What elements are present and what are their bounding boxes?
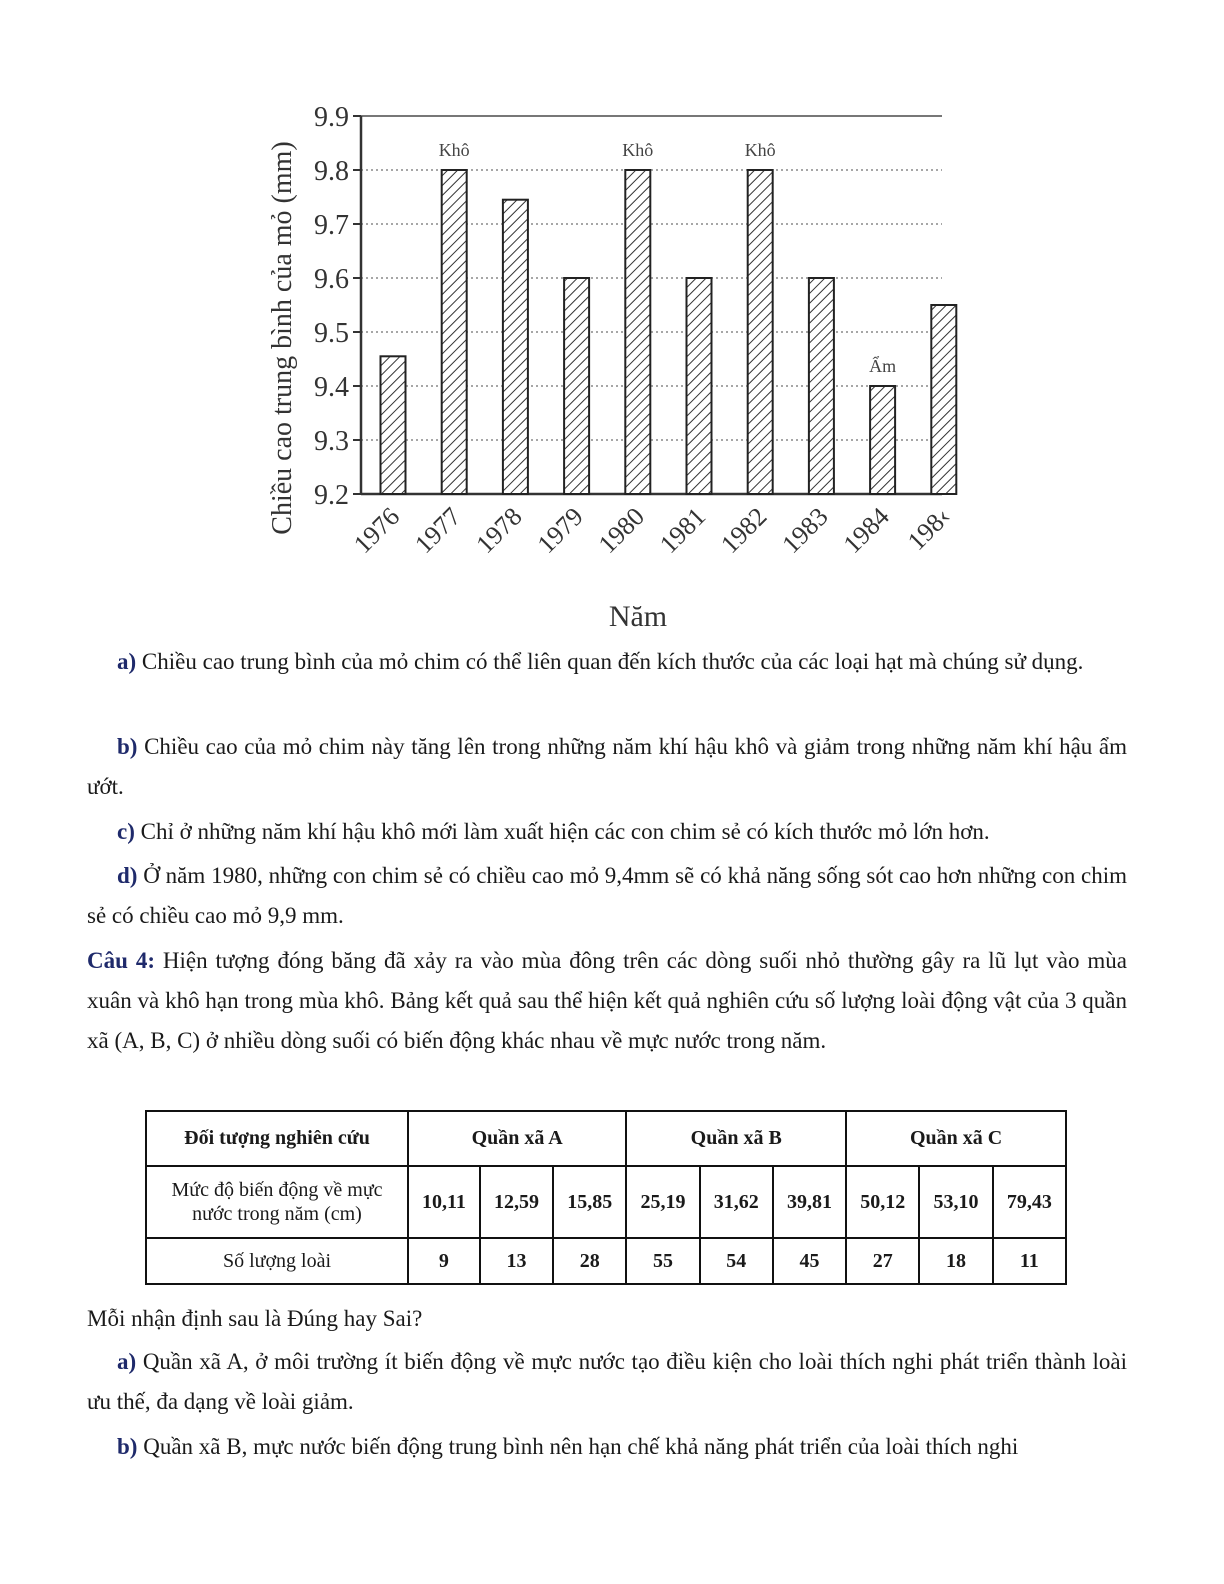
- bar-annotation: Khô: [744, 140, 776, 160]
- table-cell: 27: [846, 1238, 919, 1284]
- bar-1982: [748, 170, 773, 494]
- q3-statement-d: d) Ở năm 1980, những con chim sẻ có chiều cao mỏ 9,4mm sẽ có khả năng sống sót cao hơn những con chim sẻ có chiều cao mỏ 9,9 mm.: [87, 863, 1128, 928]
- y-tick-label: 9.6: [314, 264, 349, 295]
- table-row-label-water-level: Mức độ biến động về mực nước trong năm (cm): [146, 1166, 408, 1238]
- table-cell: 39,81: [773, 1166, 846, 1238]
- y-tick-label: 9.4: [314, 372, 349, 403]
- table-cell: 79,43: [993, 1166, 1066, 1238]
- q3-statement-a: a) Chiều cao trung bình của mỏ chim có thể liên quan đến kích thước của các loại hạt mà chúng sử dụng.: [117, 649, 1084, 674]
- x-tick-label: 1984: [837, 501, 895, 560]
- bar-1976: [381, 356, 406, 494]
- table-cell: 50,12: [846, 1166, 919, 1238]
- x-tick-label: 1982: [715, 501, 773, 560]
- table-cell: 13: [480, 1238, 553, 1284]
- bar-1984: [870, 386, 895, 494]
- y-tick-label: 9.7: [314, 210, 349, 241]
- question-prompt: Mỗi nhận định sau là Đúng hay Sai?: [87, 1306, 423, 1331]
- table-cell: 45: [773, 1238, 846, 1284]
- bar-annotation: Khô: [438, 140, 470, 160]
- q4-statement-a: a) Quần xã A, ở môi trường ít biến động về mực nước tạo điều kiện cho loài thích nghi phát triển thành loài ưu thế, đa dạng về loài giảm.: [87, 1349, 1128, 1414]
- table-cell: 15,85: [553, 1166, 626, 1238]
- bar-1981: [687, 278, 712, 494]
- y-tick-label: 9.3: [314, 426, 349, 457]
- x-tick-label: 1977: [409, 501, 467, 560]
- table-header-subject: Đối tượng nghiên cứu: [146, 1111, 408, 1166]
- x-tick-label: 198‹: [901, 501, 957, 556]
- bar-1985: [931, 305, 956, 494]
- bar-annotation: Khô: [622, 140, 654, 160]
- bar-annotation: Ẩm: [869, 356, 897, 376]
- table-cell: 53,10: [919, 1166, 992, 1238]
- bar-1979: [564, 278, 589, 494]
- x-tick-label: 1976: [347, 501, 406, 560]
- q4-statement-b: b) Quần xã B, mực nước biến động trung bình nên hạn chế khả năng phát triển của loài thích nghi: [117, 1434, 1019, 1459]
- x-tick-label: 1983: [776, 501, 834, 560]
- table-header-community-c: Quần xã C: [846, 1111, 1066, 1166]
- table-cell: 25,19: [626, 1166, 699, 1238]
- table-cell: 11: [993, 1238, 1066, 1284]
- q3-statement-c: c) Chỉ ở những năm khí hậu khô mới làm xuất hiện các con chim sẻ có kích thước mỏ lớn hơn.: [117, 819, 990, 844]
- beak-height-bar-chart: [250, 90, 970, 650]
- y-tick-label: 9.9: [314, 102, 349, 133]
- table-cell: 54: [700, 1238, 773, 1284]
- species-table: [145, 1110, 1067, 1285]
- table-cell: 28: [553, 1238, 626, 1284]
- x-tick-label: 1981: [653, 501, 712, 560]
- bar-1978: [503, 200, 528, 494]
- y-tick-label: 9.8: [314, 156, 349, 187]
- table-cell: 31,62: [700, 1166, 773, 1238]
- table-header-community-a: Quần xã A: [408, 1111, 626, 1166]
- x-tick-label: 1978: [470, 501, 528, 560]
- table-cell: 12,59: [480, 1166, 553, 1238]
- bar-1980: [625, 170, 650, 494]
- table-row-label-species-count: Số lượng loài: [146, 1238, 408, 1284]
- y-tick-label: 9.5: [314, 318, 349, 349]
- table-cell: 10,11: [408, 1166, 480, 1238]
- x-tick-label: 1980: [592, 501, 651, 560]
- table-cell: 18: [919, 1238, 992, 1284]
- bar-1983: [809, 278, 834, 494]
- y-axis-label: Chiều cao trung bình của mỏ (mm): [267, 141, 298, 535]
- table-cell: 55: [626, 1238, 699, 1284]
- y-tick-label: 9.2: [314, 480, 349, 511]
- q4-intro: Câu 4: Hiện tượng đóng băng đã xảy ra vào mùa đông trên các dòng suối nhỏ thường gây ra lũ lụt vào mùa xuân và khô hạn trong mùa khô. Bảng kết quả sau thể hiện kết quả nghiên cứu số lượng loài động vật của 3 quần xã (A, B, C) ở nhiều dòng suối có biến động khác nhau về mực nước trong năm.: [87, 948, 1128, 1053]
- x-axis-label: Năm: [608, 600, 668, 633]
- x-tick-label: 1979: [531, 501, 589, 560]
- table-header-community-b: Quần xã B: [626, 1111, 846, 1166]
- q3-statement-b: b) Chiều cao của mỏ chim này tăng lên trong những năm khí hậu khô và giảm trong những năm khí hậu ẩm ướt.: [87, 734, 1128, 799]
- bars: [381, 170, 957, 494]
- bar-1977: [442, 170, 467, 494]
- table-cell: 9: [408, 1238, 480, 1284]
